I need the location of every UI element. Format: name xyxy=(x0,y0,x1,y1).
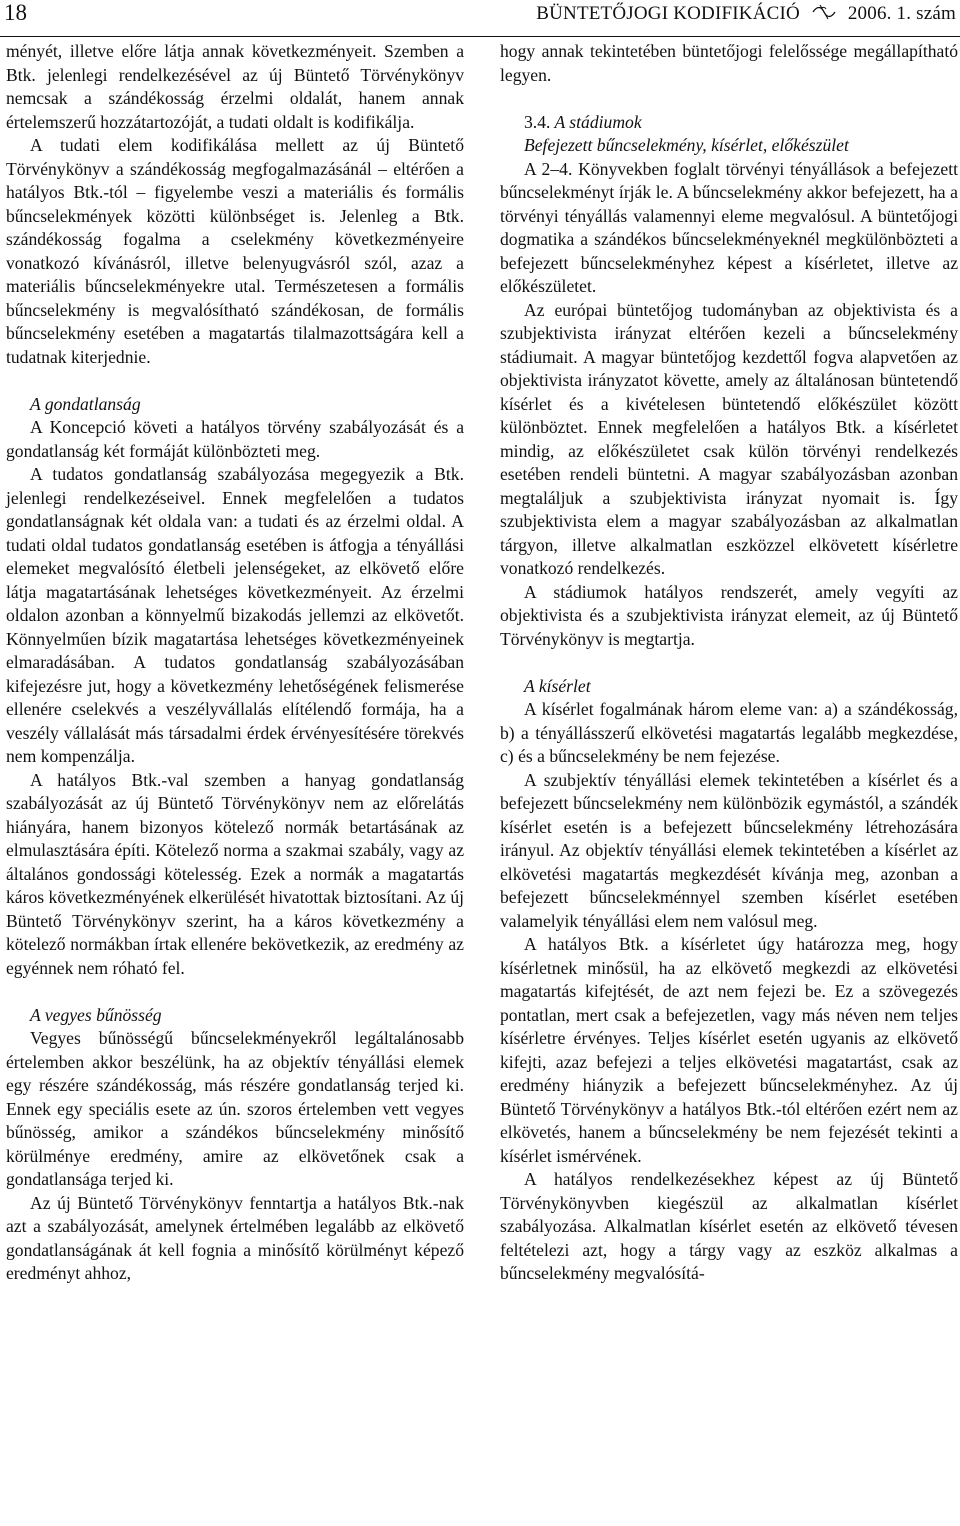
section-title: A stádiumok xyxy=(554,111,642,132)
paragraph: A hatályos Btk. a kísérletet úgy határozza meg, hogy kísérletnek minősül, ha az elkövető megkezdi az elkövetési magatartás kifejtését, de azt nem fejezi be. Ez a szövegezés pontatlan, mert csak a befejezetlen, vagy más néven nem teljes kísérletre érvényes. Teljes kísérlet esetén ugyanis az elkövető kifejti, azaz befejezi a teljes elkövetési magatartást, csak az eredmény hiányzik a befejezett bűncselekményhez. Az új Büntető Törvénykönyv a hatályos Btk.-tól eltérően ezért nem az elkövetés, hanem a bűncselekmény be nem fejezését tekinti a kísérlet ismérvének. xyxy=(500,934,958,1166)
subheading-kiserlet: A kísérlet xyxy=(524,675,591,696)
subheading-gondatlansag: A gondatlanság xyxy=(30,393,141,414)
paragraph: A Koncepció követi a hatályos törvény szabályozását és a gondatlanság két formáját különbözteti meg. xyxy=(6,417,464,461)
flourish-icon xyxy=(811,3,837,27)
left-column xyxy=(6,40,464,1286)
page-header xyxy=(0,0,960,38)
journal-title: BÜNTETŐJOGI KODIFIKÁCIÓ xyxy=(536,3,800,24)
paragraph: A 2–4. Könyvekben foglalt törvényi tényállások a befejezett bűncselekményt írják le. A bűncselekmény akkor befejezett, ha a törvényi tényállás valamennyi eleme megvalósul. A büntetőjogi dogmatika a szándékos bűncselekményeknél megkülönbözteti a befejezett bűncselekményhez képest a kísérletet, illetve az előkészületet. xyxy=(500,158,958,296)
paragraph: A tudatos gondatlanság szabályozása megegyezik a Btk. jelenlegi rendelkezéseivel. Ennek megfelelően a tudatos gondatlanságnak két oldala van: a tudati és az érzelmi oldal. A tudati oldal tudatos gondatlanság esetében is átfogja a tényállási elemeket megvalósító életbeli jelenségeket, az elkövető előre látja magatartásának lehetséges következményeit. Az érzelmi oldalon azonban a könnyelmű bizakodás jellemzi az elkövetőt. Könnyelműen bízik magatartása lehetséges következményeinek elmaradásában. A tudatos gondatlanság szabályozásában kifejezésre jut, hogy a következmény lehetőségének felismerése ellenére cselekvés a veszélyvállalás elítélendő formája, ha a veszély vállalását más társadalmi érdek érvényesítésére törekvés nem kompenzálja. xyxy=(6,464,464,766)
paragraph: A szubjektív tényállási elemek tekintetében a kísérlet és a befejezett bűncselekmény nem különbözik egymástól, a szándék kísérlet esetén is a befejezett bűncselekmény létrehozására irányul. Az objektív tényállási elemek tekintetében a kísérlet az elkövetési magatartás megkezdését kívánja meg, azonban a befejezett bűncselekménnyel szemben kísérlet esetében valamelyik tényállási elem nem valósul meg. xyxy=(500,769,958,931)
running-head xyxy=(536,3,956,27)
paragraph: A tudati elem kodifikálása mellett az új Büntető Törvénykönyv a szándékosság megfogalmazásánál – eltérően a hatályos Btk.-tól – figyelembe veszi a materiális és formális bűncselekmények közötti különbséget is. Jelenleg a Btk. szándékosság fogalma a cselekmény következményeire vonatkozó kívánásról, illetve belenyugvásról szól, azaz a materiális bűncselekményekre utal. Természetesen a formális bűncselekmény is megvalósítható szándékosan, de formális bűncselekmény esetében a magatartás tilalmazottságára kell a tudatnak kiterjednie. xyxy=(6,135,464,367)
paragraph: ményét, illetve előre látja annak következményeit. Szemben a Btk. jelenlegi rendelkezésével az új Büntető Törvénykönyv nemcsak a szándékosság érzelmi oldalát, hanem annak értelemszerű hozzátartozóját, a tudati oldalt is kodifikálja. xyxy=(6,41,464,132)
issue-label: 2006. 1. szám xyxy=(847,3,956,24)
paragraph: Vegyes bűnösségű bűncselekményekről legáltalánosabb értelemben akkor beszélünk, ha az objektív tényállási elemek egy részére szándékosság, más részére gondatlanság terjed ki. Ennek egy speciális esete az ún. szoros értelemben vett vegyes bűnösség, amikor a szándékos bűncselekmény minősítő körülménye eredmény, amire az elkövetőnek csak a gondatlansága terjed ki. xyxy=(6,1028,464,1189)
paragraph: A hatályos rendelkezésekhez képest az új Büntető Törvénykönyvben kiegészül az alkalmatlan kísérlet szabályozása. Alkalmatlan kísérlet esetén az elkövető tévesen feltételezi azt, hogy a tárgy vagy az eszköz alkalmas a bűncselekmény megvalósítá- xyxy=(500,1169,958,1283)
section-subtitle: Befejezett bűncselekmény, kísérlet, előkészület xyxy=(524,135,849,155)
header-rule xyxy=(0,36,960,37)
paragraph: A stádiumok hatályos rendszerét, amely vegyíti az objektivista és a szubjektivista irányzat elemeit, az új Büntető Törvénykönyv is megtartja. xyxy=(500,581,958,649)
section-number: 3.4. xyxy=(524,111,551,132)
paragraph: A hatályos Btk.-val szemben a hanyag gondatlanság szabályozását az új Büntető Törvénykönyv nem az előrelátás hiányára, hanem bizonyos kötelező normák betartásának az elmulasztására építi. Kötelező norma a szakmai szabály, vagy az általános gondossági kötelesség. Ezek a normák a magatartás káros következményének elkerülését hivatottak biztosítani. Az új Büntető Törvénykönyv szerint, ha a káros következmény a kötelező normákban írtak ellenére bekövetkezik, az eredmény az egyénnek nem róható fel. xyxy=(6,769,464,978)
paragraph: Az új Büntető Törvénykönyv fenntartja a hatályos Btk.-nak azt a szabályozását, amelynek értelmében legalább az elkövető gondatlanságának át kell fognia a minősítő körülményt képező eredményt ahhoz, xyxy=(6,1192,464,1283)
paragraph: A kísérlet fogalmának három eleme van: a) a szándékosság, b) a tényállásszerű elkövetési magatartás legalább megkezdése, c) és a bűncselekmény be nem fejezése. xyxy=(500,699,958,766)
section-heading xyxy=(524,111,958,135)
page-number: 18 xyxy=(4,0,27,25)
subheading-vegyes-bunosseg: A vegyes bűnösség xyxy=(30,1004,162,1025)
paragraph: Az európai büntetőjog tudományban az objektivista és a szubjektivista irányzat eltérően kezeli a bűncselekmény stádiumait. A magyar büntetőjog kezdettől fogva alapvetően az objektivista irányzatot követte, amely az általánosan büntetendő kísérlet és a kivételesen büntetendő előkészület között különböztet. Ennek megfelelően a hatályos Btk. a kísérletet mindig, az előkészületet csak külön törvényi rendelkezés esetében rendeli büntetni. A magyar szabályozásban azonban megtaláljuk a szubjektivista irányzat nyomait is. Így szubjektivista elem a magyar szabályozásban az alkalmatlan tárgyon, illetve alkalmatlan eszközzel elkövetett kísérletre vonatkozó rendelkezés. xyxy=(500,299,958,578)
right-column xyxy=(500,40,958,1286)
paragraph: hogy annak tekintetében büntetőjogi felelőssége megállapítható legyen. xyxy=(500,41,958,85)
